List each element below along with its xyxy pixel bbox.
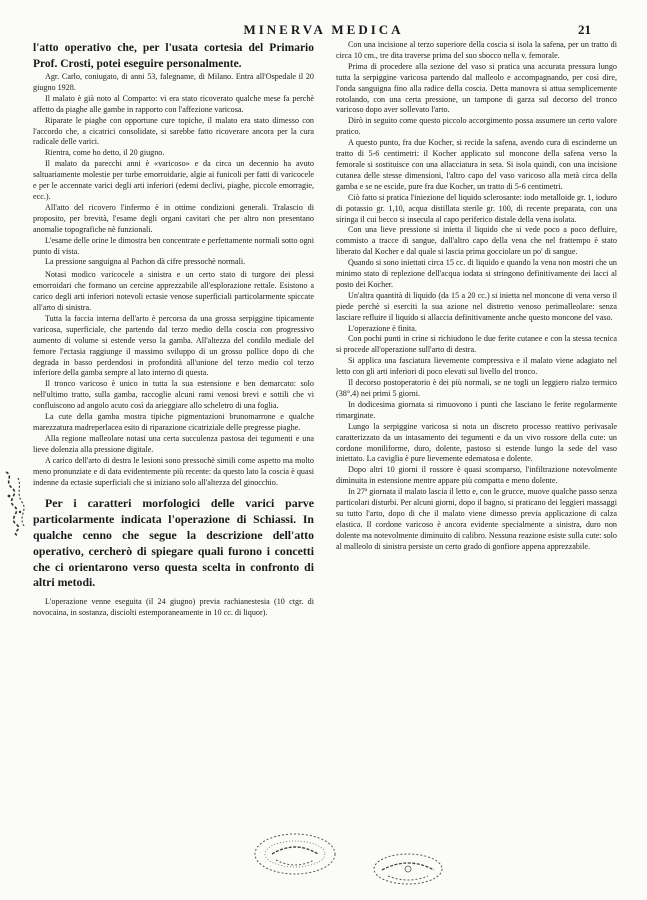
section-intro: Per i caratteri morfologici delle varici parve particolarmente indicata l'operazione di Schiassi. In qualche cenno che segue la descrizione dell'atto operativo, cercherò di spiegare quali furono i concetti che ci orientarono verso questa scelta in confronto di altri metodi. — [33, 496, 314, 590]
right-paragraph: A questo punto, fra due Kocher, si recide la safena, avendo cura di escinderne un tratto di 5-6 centimetri: il Kocher applicato sul moncone della safena verso la femorale si sostituisce con una allacciatura in seta. Si isola quindi, con una incisione cutanea delle stesse dimensioni, l'altro capo del vaso varicoso alla metà circa della gamba e se ne escide, pure fra due Kocher, un tratto di 5-6 centimetri. — [336, 138, 617, 191]
right-paragraph: Con una incisione al terzo superiore della coscia si isola la safena, per un tratto di circa 10 cm., tre dita traverse prima del suo sbocco nella v. femorale. — [336, 40, 617, 60]
running-title: MINERVA MEDICA — [243, 22, 404, 37]
right-paragraph: In 27ª giornata il malato lascia il letto e, con le grucce, muove qualche passo senza particolari disturbi. Per alcuni giorni, dopo il bagno, si praticano dei leggieri massaggi su tutto l'arto, dopo di che il malato viene dimesso previa applicazione di calza elastica. Il cordone varicoso è ancora evidente specialmente a sinistra, duro non dolente ma notevolmente diminuito di calibro. Nessuna reazione esiste sulla cute: solo al malleolo di sinistra persiste un certo grado di gonfiore appena apprezzabile. — [336, 487, 617, 551]
left-paragraph: L'esame delle orine le dimostra ben concentrate e perfettamente normali sotto ogni punto di vista. — [33, 235, 314, 256]
left-paragraph: Alla regione malleolare notasi una certa succulenza pastosa dei tegumenti e una lieve dolenzia alla pressione digitale. — [33, 433, 314, 454]
left-paragraph: Rientra, come ho detto, il 20 giugno. — [45, 148, 165, 158]
left-paragraph: Notasi modico varicocele a sinistra e un certo stato di turgore dei plessi emorroidari che formano un cercine apprezzabile all'esplorazione rettale. Esistono a carico degli arti inferiori notevoli ectasie venose superficiali particolarmente spiccate all'arto di sinistra. — [33, 270, 314, 313]
right-paragraph: Prima di procedere alla sezione del vaso si pratica una accurata pressura lungo tutta la serpiggine varicosa partendo dal malleolo e accompagnando, per così dire, l'onda sanguigna fino alla radice della coscia. Detta manovra si attua semplicemente rotolando, con una certa pressione, un tampone di garza sul decorso del tronco varicoso dopo aver sollevato l'arto. — [336, 61, 617, 115]
left-paragraph: Tutta la faccia interna dell'arto è percorsa da una grossa serpiggine tipicamente varicosa, superficiale, che partendo dal terzo medio della coscia con progressivo aumento di volume si estende verso la gamba. All'altezza del condilo mediale del femore l'ectasia raggiunge il massimo sviluppo di un grosso pollice dopo di che degrada in basso perdendosi in profondità all'unione del terzo medio col terzo inferiore della gamba sempre al lato interno di questa. — [33, 313, 314, 378]
left-paragraph: La pressione sanguigna al Pachon dà cifre pressochè normali. — [45, 257, 246, 267]
right-paragraph: L'operazione è finita. — [348, 323, 417, 333]
page-number: 21 — [578, 22, 591, 37]
right-paragraph: Con una lieve pressione si inietta il liquido che si vede poco a poco defluire, commisto a tracce di sangue, dall'altro capo della vena che nel frattempo è stato liberato dal Kocher e dal quale si lascia prima gocciolare un po' di sangue. — [336, 225, 617, 257]
right-paragraph: In dodicesima giornata si rimuovono i punti che lasciano le ferite regolarmente rimarginate. — [336, 399, 617, 420]
margin-handwritten-mark — [0, 468, 30, 538]
left-paragraph: l'atto operativo che, per l'usata cortesia del Primario Prof. Crosti, potei eseguire personalmente. — [33, 42, 314, 70]
left-paragraph: Agr. Carlo, coniugato, di anni 53, falegname, di Milano. Entra all'Ospedale il 20 giugno 1928. — [33, 72, 314, 92]
left-paragraph: Il malato da parecchi anni è «varicoso» e da circa un decennio ha avuto saltuariamente molestie per turbe emorroidarie, algie ai funicoli per fatti di varicocele e per le accennate varici degli arti inferiori (edemi declivi, piaghe, piccole emorragie, ecc.). — [33, 159, 314, 201]
right-paragraph: Ciò fatto si pratica l'iniezione del liquido sclerosante: iodo metalloide gr. 1, ioduro di potassio gr. 1,10, acqua distillata sterile gr. 100, di recente preparata, con una siringa il cui becco si insecula al capo periferico distale della vena isolata. — [336, 192, 617, 224]
right-paragraph: Un'altra quantità di liquido (da 15 a 20 cc.) si inietta nel moncone di vena verso il piede perchè si eserciti la sua azione nel distretto venoso perimalleolare: senza lasciare refluire il liquido si allaccia definitivamente anche questo moncone del vaso. — [336, 290, 617, 322]
left-paragraph: A carico dell'arto di destra le lesioni sono pressochè simili come aspetto ma molto meno pronunziate e di data evidentemente più recente: da questo lato la coscia è quasi indenne da ectasie superficiali che si iniziano solo all'altezza del ginocchio. — [33, 455, 314, 487]
left-paragraph: L'operazione venne eseguita (il 24 giugno) previa rachianestesia (10 ctgr. di novocaina, in sostanza, disciolti estemporaneamente in 10 cc. di liquor). — [33, 597, 314, 618]
right-paragraph: Dirò in seguito come questo piccolo accorgimento possa assumere un certo valore pratico. — [336, 116, 617, 137]
library-stamp-left — [250, 830, 340, 878]
left-paragraph: Riparate le piaghe con opportune cure topiche, il malato era stato dimesso con l'accordo che, a cicatrici consolidate, si sarebbe fatto ricoverare ancora per la cura radicale delle varici. — [33, 115, 314, 147]
right-paragraph: Quando si sono iniettati circa 15 cc. di liquido e quando la vena non mostri che un minimo stato di replezione dell'acqua iodata si stringono definitivamente dei lacci al posto dei Kocher. — [336, 258, 617, 289]
left-paragraph: All'atto del ricovero l'infermo è in ottime condizioni generali. Tralascio di proposito, per brevità, l'esame degli organi cavitari che per altro non presentano anomalie topografiche nè funzionali. — [33, 202, 314, 234]
library-stamp-right — [368, 850, 448, 888]
right-paragraph: Dopo altri 10 giorni il rossore è quasi scomparso, l'infiltrazione notevolmente diminuita in estensione mentre appare più compatta e meno dolente. — [336, 465, 617, 486]
right-paragraph: Il decorso postoperatorio è dei più normali, se ne togli un leggiero rialzo termico (38°,4) nei primi 5 giorni. — [336, 378, 617, 398]
left-paragraph: Il malato è già noto al Comparto: vi era stato ricoverato qualche mese fa perchè affetto da piaghe alle gambe in rapporto con l'affezione varicosa. — [33, 93, 314, 114]
right-column — [336, 40, 617, 553]
right-paragraph: Con pochi punti in crine si richiudono le due ferite cutanee e con la stessa tecnica si procede all'operazione sull'arto di destra. — [336, 334, 617, 355]
right-paragraph: Si applica una fasciatura lievemente compressiva e il malato viene adagiato nel letto con gli arti inferiori di poco elevati sul livello del tronco. — [336, 356, 617, 377]
left-column — [33, 40, 314, 619]
right-paragraph: Lungo la serpiggine varicosa si nota un discreto processo reattivo perivasale caratterizzato da un intasamento dei tegumenti e da un vivo rossore della cute: un cordone moniliforme, duro, dolente, pastoso si estende lungo la sede del vaso iniettato. La caviglia è pure lievemente edematosa e dolente. — [336, 421, 617, 464]
left-paragraph: Il tronco varicoso è unico in tutta la sua estensione e ben demarcato: solo nell'ultimo tratto, sulla gamba, raccoglie alcuni rami venosi brevi e sottili che vi confluiscono ad angolo acuto così da arieggiare allo scheletro di una foglia. — [33, 379, 314, 411]
left-paragraph: La cute della gamba mostra tipiche pigmentazioni brunomarrone e qualche marezzatura madreperlacea esito di riparazione cicatriziale delle pregresse piaghe. — [33, 412, 314, 432]
